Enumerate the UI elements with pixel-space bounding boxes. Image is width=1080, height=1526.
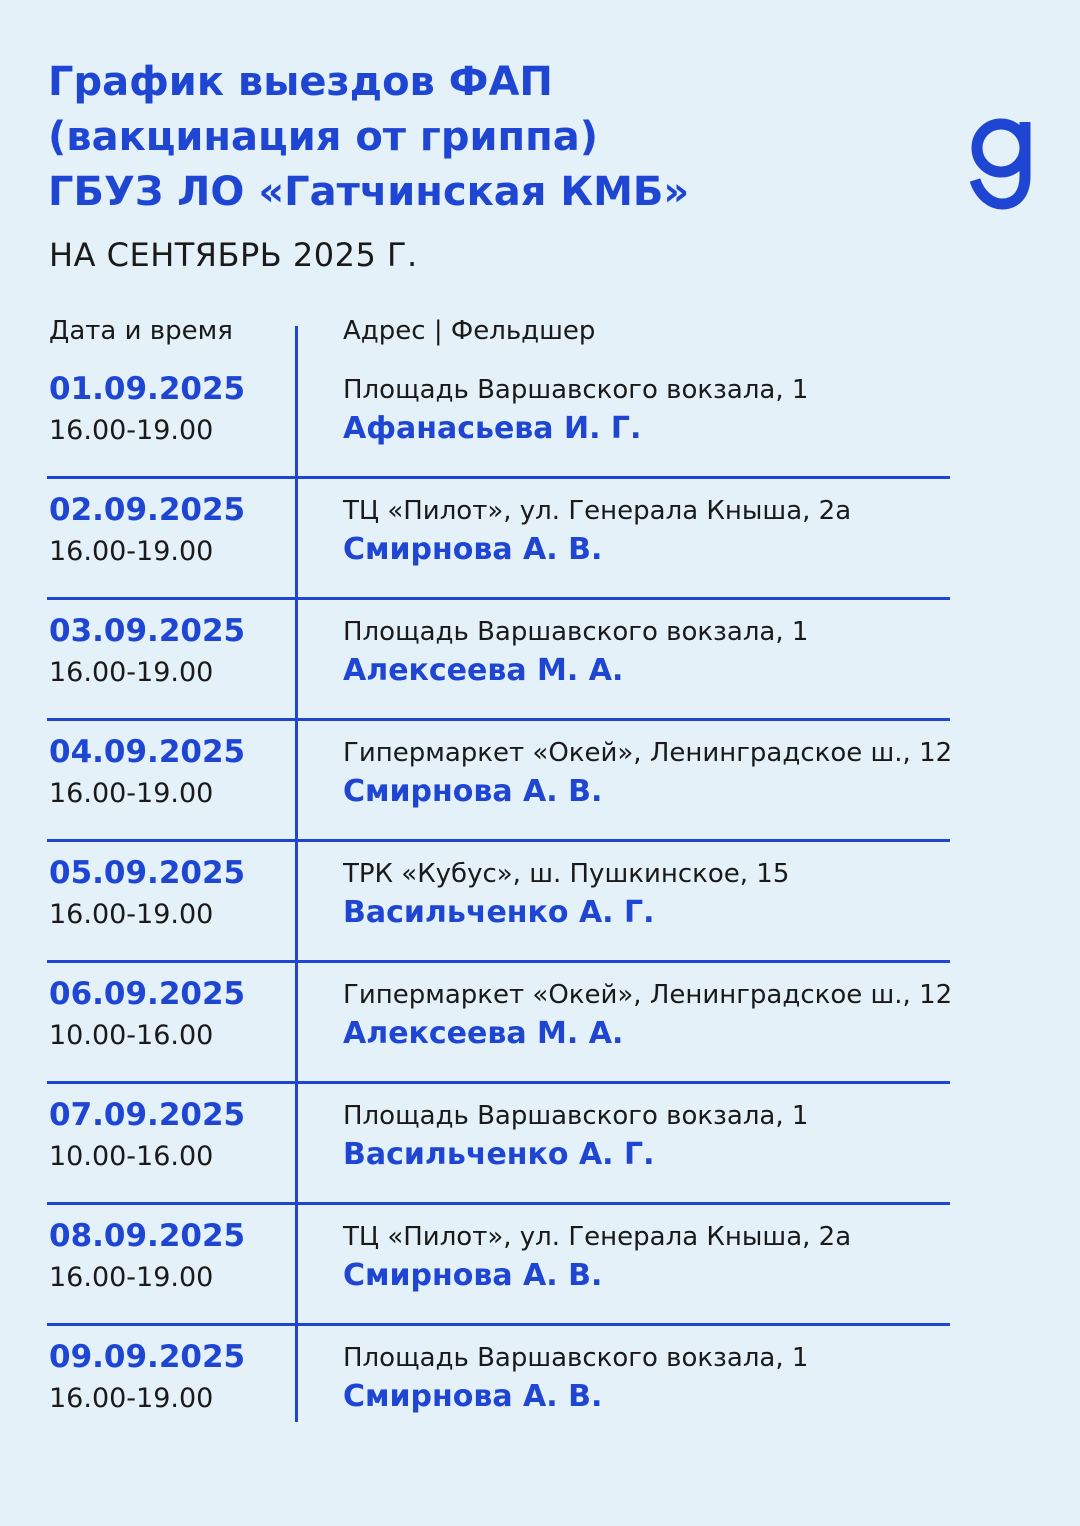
row-date: 05.09.2025	[49, 855, 246, 891]
row-address: Площадь Варшавского вокзала, 1	[343, 617, 809, 647]
row-divider	[47, 718, 950, 721]
row-time: 10.00-16.00	[49, 1141, 214, 1172]
row-medic: Смирнова А. В.	[343, 1379, 603, 1414]
row-date: 08.09.2025	[49, 1218, 246, 1254]
row-divider	[47, 476, 950, 479]
row-divider	[47, 1081, 950, 1084]
table-row	[0, 1323, 1080, 1444]
row-date: 04.09.2025	[49, 734, 246, 770]
row-address: Гипермаркет «Окей», Ленинградское ш., 12	[343, 738, 953, 768]
table-row	[0, 960, 1080, 1081]
table-row	[0, 597, 1080, 718]
row-divider	[47, 597, 950, 600]
column-header-address: Адрес | Фельдшер	[343, 316, 596, 346]
row-time: 16.00-19.00	[49, 1383, 214, 1414]
row-medic: Алексеева М. А.	[343, 653, 624, 688]
row-date: 09.09.2025	[49, 1339, 246, 1375]
row-medic: Смирнова А. В.	[343, 774, 603, 809]
row-address: Площадь Варшавского вокзала, 1	[343, 1101, 809, 1131]
row-time: 16.00-19.00	[49, 657, 214, 688]
row-medic: Афанасьева И. Г.	[343, 411, 642, 446]
g-logo-icon	[966, 116, 1036, 212]
row-medic: Смирнова А. В.	[343, 1258, 603, 1293]
row-medic: Васильченко А. Г.	[343, 895, 655, 930]
row-address: Площадь Варшавского вокзала, 1	[343, 375, 809, 405]
row-medic: Алексеева М. А.	[343, 1016, 624, 1051]
row-address: Площадь Варшавского вокзала, 1	[343, 1343, 809, 1373]
table-row	[0, 1081, 1080, 1202]
page-subtitle: НА СЕНТЯБРЬ 2025 Г.	[49, 236, 418, 274]
page-title	[48, 55, 689, 220]
row-date: 01.09.2025	[49, 371, 246, 407]
row-address: ТЦ «Пилот», ул. Генерала Кныша, 2а	[343, 496, 852, 526]
table-row	[0, 476, 1080, 597]
title-line-2: (вакцинация от гриппа)	[48, 114, 599, 160]
row-date: 02.09.2025	[49, 492, 246, 528]
row-time: 10.00-16.00	[49, 1020, 214, 1051]
row-address: Гипермаркет «Окей», Ленинградское ш., 12	[343, 980, 953, 1010]
row-divider	[47, 1202, 950, 1205]
table-row	[0, 355, 1080, 476]
row-time: 16.00-19.00	[49, 415, 214, 446]
row-divider	[47, 960, 950, 963]
row-address: ТЦ «Пилот», ул. Генерала Кныша, 2а	[343, 1222, 852, 1252]
column-header-date: Дата и время	[49, 316, 233, 346]
row-divider	[47, 839, 950, 842]
schedule-table	[0, 355, 1080, 1444]
row-date: 07.09.2025	[49, 1097, 246, 1133]
row-time: 16.00-19.00	[49, 899, 214, 930]
row-date: 03.09.2025	[49, 613, 246, 649]
row-date: 06.09.2025	[49, 976, 246, 1012]
row-divider	[47, 1323, 950, 1326]
title-line-3: ГБУЗ ЛО «Гатчинская КМБ»	[48, 169, 690, 215]
row-address: ТРК «Кубус», ш. Пушкинское, 15	[343, 859, 790, 889]
row-time: 16.00-19.00	[49, 536, 214, 567]
row-medic: Васильченко А. Г.	[343, 1137, 655, 1172]
row-medic: Смирнова А. В.	[343, 532, 603, 567]
row-time: 16.00-19.00	[49, 778, 214, 809]
row-time: 16.00-19.00	[49, 1262, 214, 1293]
title-line-1: График выездов ФАП	[48, 59, 553, 105]
table-row	[0, 1202, 1080, 1323]
table-row	[0, 718, 1080, 839]
table-row	[0, 839, 1080, 960]
